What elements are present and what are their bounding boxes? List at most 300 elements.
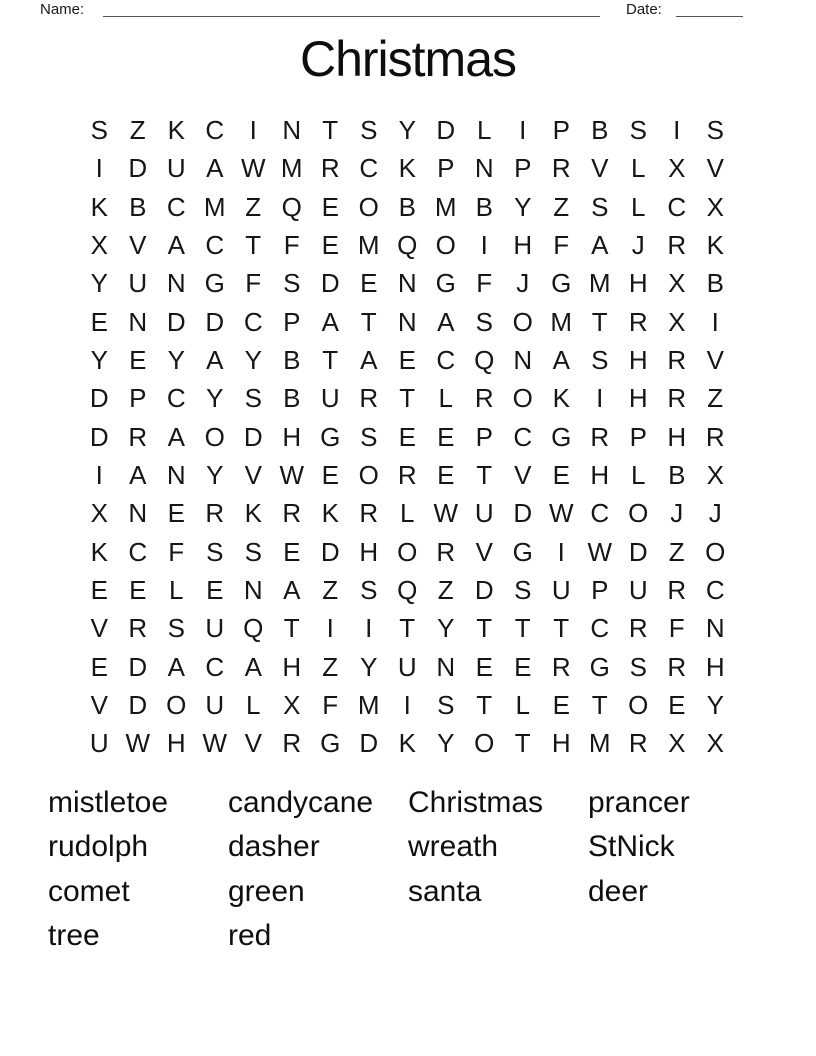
grid-letter-r12-c11: V bbox=[475, 536, 493, 567]
grid-letter-r8-c15: H bbox=[628, 383, 648, 414]
grid-letter-r1-c17: S bbox=[706, 115, 724, 146]
grid-letter-r5-c15: H bbox=[628, 268, 648, 299]
grid-letter-r9-c14: R bbox=[590, 421, 610, 452]
grid-letter-r17-c12: T bbox=[514, 728, 531, 759]
grid-letter-r16-c13: E bbox=[552, 689, 570, 720]
grid-letter-r12-c7: D bbox=[320, 536, 340, 567]
grid-letter-r14-c11: T bbox=[476, 613, 493, 644]
grid-letter-r9-c4: O bbox=[204, 421, 225, 452]
grid-letter-r7-c2: E bbox=[129, 345, 147, 376]
grid-letter-r10-c10: E bbox=[437, 459, 455, 490]
grid-letter-r7-c10: C bbox=[436, 345, 456, 376]
grid-letter-r13-c5: N bbox=[243, 574, 263, 605]
grid-letter-r2-c11: N bbox=[474, 153, 494, 184]
grid-letter-r4-c6: F bbox=[283, 230, 300, 261]
grid-letter-r8-c1: D bbox=[89, 383, 109, 414]
grid-letter-r5-c11: F bbox=[476, 268, 493, 299]
grid-letter-r1-c4: C bbox=[205, 115, 225, 146]
grid-letter-r3-c2: B bbox=[129, 191, 147, 222]
grid-letter-r17-c15: R bbox=[628, 728, 648, 759]
grid-letter-r11-c11: U bbox=[474, 498, 494, 529]
grid-letter-r12-c13: I bbox=[557, 536, 565, 567]
grid-letter-r13-c7: Z bbox=[322, 574, 339, 605]
grid-letter-r10-c16: B bbox=[668, 459, 686, 490]
grid-letter-r1-c3: K bbox=[167, 115, 185, 146]
grid-letter-r8-c5: S bbox=[244, 383, 262, 414]
grid-letter-r2-c4: A bbox=[206, 153, 224, 184]
grid-letter-r17-c8: D bbox=[359, 728, 379, 759]
grid-letter-r14-c1: V bbox=[90, 613, 108, 644]
grid-letter-r9-c1: D bbox=[89, 421, 109, 452]
grid-letter-r14-c4: U bbox=[205, 613, 225, 644]
grid-letter-r11-c13: W bbox=[548, 498, 574, 529]
grid-letter-r3-c14: S bbox=[591, 191, 609, 222]
grid-letter-r16-c9: I bbox=[403, 689, 411, 720]
word-list-item: green bbox=[228, 874, 305, 908]
grid-letter-r10-c12: V bbox=[514, 459, 532, 490]
grid-letter-r5-c5: F bbox=[245, 268, 262, 299]
grid-letter-r8-c7: U bbox=[320, 383, 340, 414]
grid-letter-r4-c9: Q bbox=[397, 230, 418, 261]
grid-letter-r2-c16: X bbox=[668, 153, 686, 184]
grid-letter-r4-c3: A bbox=[167, 230, 185, 261]
grid-letter-r10-c17: X bbox=[706, 459, 724, 490]
grid-letter-r10-c11: T bbox=[476, 459, 493, 490]
grid-letter-r14-c2: R bbox=[128, 613, 148, 644]
grid-letter-r2-c9: K bbox=[398, 153, 416, 184]
grid-letter-r9-c6: H bbox=[282, 421, 302, 452]
grid-letter-r17-c13: H bbox=[551, 728, 571, 759]
grid-letter-r6-c4: D bbox=[205, 306, 225, 337]
grid-letter-r13-c1: E bbox=[90, 574, 108, 605]
grid-letter-r2-c2: D bbox=[128, 153, 148, 184]
grid-letter-r11-c7: K bbox=[321, 498, 339, 529]
grid-letter-r12-c6: E bbox=[283, 536, 301, 567]
grid-letter-r2-c15: L bbox=[631, 153, 646, 184]
grid-letter-r13-c14: P bbox=[591, 574, 609, 605]
grid-letter-r11-c3: E bbox=[167, 498, 185, 529]
grid-letter-r4-c2: V bbox=[129, 230, 147, 261]
word-list-item: wreath bbox=[408, 830, 499, 864]
grid-letter-r15-c9: U bbox=[397, 651, 417, 682]
grid-letter-r13-c3: L bbox=[169, 574, 184, 605]
grid-letter-r8-c13: K bbox=[552, 383, 570, 414]
grid-letter-r15-c2: D bbox=[128, 651, 148, 682]
grid-letter-r12-c15: D bbox=[628, 536, 648, 567]
grid-letter-r10-c7: E bbox=[321, 459, 339, 490]
grid-letter-r16-c2: D bbox=[128, 689, 148, 720]
grid-letter-r12-c4: S bbox=[206, 536, 224, 567]
grid-letter-r5-c6: S bbox=[283, 268, 301, 299]
grid-letter-r10-c15: L bbox=[631, 459, 646, 490]
grid-letter-r8-c14: I bbox=[596, 383, 604, 414]
grid-letter-r8-c6: B bbox=[283, 383, 301, 414]
grid-letter-r4-c17: K bbox=[706, 230, 724, 261]
grid-letter-r15-c15: S bbox=[629, 651, 647, 682]
grid-letter-r9-c17: R bbox=[705, 421, 725, 452]
grid-letter-r16-c5: L bbox=[246, 689, 261, 720]
grid-letter-r9-c15: P bbox=[629, 421, 647, 452]
grid-letter-r9-c11: P bbox=[475, 421, 493, 452]
grid-letter-r12-c17: O bbox=[705, 536, 726, 567]
grid-letter-r7-c11: Q bbox=[474, 345, 495, 376]
grid-letter-r8-c3: C bbox=[166, 383, 186, 414]
grid-letter-r2-c14: V bbox=[591, 153, 609, 184]
grid-letter-r9-c12: C bbox=[513, 421, 533, 452]
grid-letter-r4-c4: C bbox=[205, 230, 225, 261]
grid-letter-r17-c4: W bbox=[202, 728, 228, 759]
word-list-item: deer bbox=[588, 874, 649, 908]
grid-letter-r5-c1: Y bbox=[90, 268, 108, 299]
grid-letter-r15-c6: H bbox=[282, 651, 302, 682]
grid-letter-r1-c2: Z bbox=[129, 115, 146, 146]
grid-letter-r2-c10: P bbox=[437, 153, 455, 184]
grid-letter-r8-c9: T bbox=[399, 383, 416, 414]
grid-letter-r14-c13: T bbox=[553, 613, 570, 644]
name-label: Name: bbox=[40, 1, 85, 18]
grid-letter-r7-c1: Y bbox=[90, 345, 108, 376]
grid-letter-r5-c14: M bbox=[588, 268, 611, 299]
grid-letter-r1-c10: D bbox=[436, 115, 456, 146]
grid-letter-r5-c4: G bbox=[204, 268, 225, 299]
grid-letter-r17-c17: X bbox=[706, 728, 724, 759]
grid-letter-r2-c6: M bbox=[280, 153, 303, 184]
grid-letter-r12-c5: S bbox=[244, 536, 262, 567]
grid-letter-r14-c5: Q bbox=[243, 613, 264, 644]
grid-letter-r3-c1: K bbox=[90, 191, 108, 222]
grid-letter-r4-c15: J bbox=[631, 230, 645, 261]
grid-letter-r1-c16: I bbox=[673, 115, 681, 146]
grid-letter-r16-c17: Y bbox=[706, 689, 724, 720]
grid-letter-r12-c9: O bbox=[397, 536, 418, 567]
grid-letter-r17-c2: W bbox=[125, 728, 151, 759]
word-search-grid bbox=[80, 111, 735, 762]
grid-letter-r16-c12: L bbox=[515, 689, 530, 720]
grid-letter-r15-c16: R bbox=[667, 651, 687, 682]
grid-letter-r9-c9: E bbox=[398, 421, 416, 452]
grid-letter-r9-c10: E bbox=[437, 421, 455, 452]
grid-letter-r12-c2: C bbox=[128, 536, 148, 567]
grid-letter-r1-c7: T bbox=[322, 115, 339, 146]
word-list-item: mistletoe bbox=[48, 786, 169, 819]
grid-letter-r11-c16: J bbox=[670, 498, 684, 529]
grid-letter-r17-c9: K bbox=[398, 728, 416, 759]
grid-letter-r11-c8: R bbox=[359, 498, 379, 529]
grid-letter-r11-c14: C bbox=[590, 498, 610, 529]
grid-letter-r8-c10: L bbox=[438, 383, 453, 414]
grid-letter-r4-c5: T bbox=[245, 230, 262, 261]
grid-letter-r11-c2: N bbox=[128, 498, 148, 529]
grid-letter-r7-c6: B bbox=[283, 345, 301, 376]
grid-letter-r7-c15: H bbox=[628, 345, 648, 376]
grid-letter-r3-c4: M bbox=[203, 191, 226, 222]
grid-letter-r15-c5: A bbox=[244, 651, 262, 682]
grid-letter-r5-c13: G bbox=[551, 268, 572, 299]
grid-letter-r12-c10: R bbox=[436, 536, 456, 567]
grid-letter-r6-c16: X bbox=[668, 306, 686, 337]
word-list-item: rudolph bbox=[48, 830, 149, 864]
grid-letter-r1-c13: P bbox=[552, 115, 570, 146]
word-list-column-4 bbox=[588, 781, 768, 914]
grid-letter-r10-c8: O bbox=[358, 459, 379, 490]
grid-letter-r1-c1: S bbox=[90, 115, 108, 146]
grid-letter-r10-c4: Y bbox=[206, 459, 224, 490]
grid-letter-r16-c4: U bbox=[205, 689, 225, 720]
grid-letter-r13-c13: U bbox=[551, 574, 571, 605]
grid-letter-r12-c3: F bbox=[168, 536, 185, 567]
grid-letter-r4-c13: F bbox=[553, 230, 570, 261]
puzzle-title: Christmas bbox=[299, 31, 517, 87]
grid-letter-r11-c6: R bbox=[282, 498, 302, 529]
grid-letter-r16-c3: O bbox=[166, 689, 187, 720]
grid-letter-r11-c15: O bbox=[628, 498, 649, 529]
grid-letter-r13-c8: S bbox=[360, 574, 378, 605]
grid-letter-r17-c5: V bbox=[244, 728, 262, 759]
grid-letter-r5-c3: N bbox=[166, 268, 186, 299]
grid-letter-r3-c17: X bbox=[706, 191, 724, 222]
grid-letter-r13-c10: Z bbox=[437, 574, 454, 605]
grid-letter-r16-c11: T bbox=[476, 689, 493, 720]
grid-letter-r12-c16: Z bbox=[668, 536, 685, 567]
grid-letter-r15-c1: E bbox=[90, 651, 108, 682]
grid-letter-r11-c1: X bbox=[90, 498, 108, 529]
grid-letter-r10-c1: I bbox=[95, 459, 103, 490]
grid-letter-r14-c17: N bbox=[705, 613, 725, 644]
grid-letter-r3-c11: B bbox=[475, 191, 493, 222]
grid-letter-r1-c9: Y bbox=[398, 115, 416, 146]
grid-letter-r3-c8: O bbox=[358, 191, 379, 222]
grid-letter-r1-c12: I bbox=[519, 115, 527, 146]
grid-letter-r7-c9: E bbox=[398, 345, 416, 376]
grid-letter-r14-c15: R bbox=[628, 613, 648, 644]
grid-letter-r14-c8: I bbox=[365, 613, 373, 644]
grid-letter-r7-c14: S bbox=[591, 345, 609, 376]
word-list-item: comet bbox=[48, 874, 130, 908]
grid-letter-r8-c8: R bbox=[359, 383, 379, 414]
grid-letter-r2-c1: I bbox=[95, 153, 103, 184]
grid-letter-r4-c11: I bbox=[480, 230, 488, 261]
grid-letter-r14-c9: T bbox=[399, 613, 416, 644]
grid-letter-r10-c13: E bbox=[552, 459, 570, 490]
grid-letter-r11-c17: J bbox=[708, 498, 722, 529]
grid-letter-r9-c5: D bbox=[243, 421, 263, 452]
grid-letter-r6-c10: A bbox=[437, 306, 455, 337]
grid-letter-r16-c10: S bbox=[437, 689, 455, 720]
grid-letter-r3-c15: L bbox=[631, 191, 646, 222]
grid-letter-r17-c7: G bbox=[320, 728, 341, 759]
grid-letter-r11-c12: D bbox=[513, 498, 533, 529]
grid-letter-r6-c17: I bbox=[711, 306, 719, 337]
grid-letter-r2-c7: R bbox=[320, 153, 340, 184]
grid-letter-r6-c13: M bbox=[550, 306, 573, 337]
grid-letter-r13-c6: A bbox=[283, 574, 301, 605]
name-fill-line bbox=[103, 0, 600, 17]
grid-letter-r9-c2: R bbox=[128, 421, 148, 452]
word-list bbox=[48, 781, 768, 959]
grid-letter-r3-c5: Z bbox=[245, 191, 262, 222]
grid-letter-r7-c5: Y bbox=[244, 345, 262, 376]
grid-letter-r12-c14: W bbox=[587, 536, 613, 567]
word-list-item: red bbox=[228, 919, 272, 953]
word-list-item: StNick bbox=[588, 830, 675, 864]
grid-letter-r1-c5: I bbox=[249, 115, 257, 146]
grid-letter-r1-c11: L bbox=[477, 115, 492, 146]
grid-letter-r1-c8: S bbox=[360, 115, 378, 146]
grid-letter-r3-c6: Q bbox=[281, 191, 302, 222]
grid-letter-r16-c8: M bbox=[357, 689, 380, 720]
grid-letter-r4-c16: R bbox=[667, 230, 687, 261]
grid-letter-r8-c17: Z bbox=[707, 383, 724, 414]
grid-letter-r16-c6: X bbox=[283, 689, 301, 720]
grid-letter-r12-c1: K bbox=[90, 536, 108, 567]
grid-letter-r1-c14: B bbox=[591, 115, 609, 146]
grid-letter-r17-c14: M bbox=[588, 728, 611, 759]
grid-letter-r17-c16: X bbox=[668, 728, 686, 759]
grid-letter-r7-c4: A bbox=[206, 345, 224, 376]
word-list-item: candycane bbox=[228, 786, 374, 819]
grid-letter-r3-c13: Z bbox=[553, 191, 570, 222]
word-list-item: prancer bbox=[588, 786, 690, 819]
grid-letter-r10-c2: A bbox=[129, 459, 147, 490]
grid-letter-r4-c14: A bbox=[591, 230, 609, 261]
grid-letter-r13-c16: R bbox=[667, 574, 687, 605]
grid-letter-r7-c13: A bbox=[552, 345, 570, 376]
grid-letter-r6-c7: A bbox=[321, 306, 339, 337]
grid-letter-r11-c9: L bbox=[400, 498, 415, 529]
grid-letter-r2-c17: V bbox=[706, 153, 724, 184]
word-list-column-1 bbox=[48, 781, 228, 959]
grid-letter-r10-c14: H bbox=[590, 459, 610, 490]
grid-letter-r14-c14: C bbox=[590, 613, 610, 644]
grid-letter-r6-c11: S bbox=[475, 306, 493, 337]
word-list-column-3 bbox=[408, 781, 588, 914]
grid-letter-r5-c17: B bbox=[706, 268, 724, 299]
grid-letter-r10-c3: N bbox=[166, 459, 186, 490]
grid-letter-r14-c16: F bbox=[668, 613, 685, 644]
grid-letter-r2-c13: R bbox=[551, 153, 571, 184]
grid-letter-r7-c17: V bbox=[706, 345, 724, 376]
grid-letter-r3-c10: M bbox=[434, 191, 457, 222]
grid-letter-r3-c7: E bbox=[321, 191, 339, 222]
grid-letter-r9-c8: S bbox=[360, 421, 378, 452]
grid-letter-r2-c5: W bbox=[240, 153, 266, 184]
grid-letter-r1-c6: N bbox=[282, 115, 302, 146]
grid-letter-r17-c6: R bbox=[282, 728, 302, 759]
grid-letter-r9-c3: A bbox=[167, 421, 185, 452]
grid-letter-r15-c12: E bbox=[514, 651, 532, 682]
grid-letter-r8-c4: Y bbox=[206, 383, 224, 414]
grid-letter-r4-c8: M bbox=[357, 230, 380, 261]
grid-letter-r16-c1: V bbox=[90, 689, 108, 720]
grid-letter-r13-c15: U bbox=[628, 574, 648, 605]
grid-letter-r6-c3: D bbox=[166, 306, 186, 337]
grid-letter-r11-c4: R bbox=[205, 498, 225, 529]
grid-letter-r14-c7: I bbox=[326, 613, 334, 644]
grid-letter-r2-c8: C bbox=[359, 153, 379, 184]
grid-letter-r3-c16: C bbox=[667, 191, 687, 222]
grid-letter-r5-c16: X bbox=[668, 268, 686, 299]
grid-letter-r8-c12: O bbox=[512, 383, 533, 414]
grid-letter-r17-c3: H bbox=[166, 728, 186, 759]
grid-letter-r17-c11: O bbox=[474, 728, 495, 759]
grid-letter-r15-c4: C bbox=[205, 651, 225, 682]
grid-letter-r8-c2: P bbox=[129, 383, 147, 414]
grid-letter-r6-c6: P bbox=[283, 306, 301, 337]
grid-letter-r4-c12: H bbox=[513, 230, 533, 261]
grid-letter-r14-c6: T bbox=[283, 613, 300, 644]
grid-letter-r3-c12: Y bbox=[514, 191, 532, 222]
grid-letter-r5-c12: J bbox=[516, 268, 530, 299]
grid-letter-r4-c1: X bbox=[90, 230, 108, 261]
grid-letter-r16-c16: E bbox=[668, 689, 686, 720]
grid-letter-r9-c7: G bbox=[320, 421, 341, 452]
grid-letter-r13-c9: Q bbox=[397, 574, 418, 605]
grid-letter-r14-c12: T bbox=[514, 613, 531, 644]
grid-letter-r16-c15: O bbox=[628, 689, 649, 720]
grid-letter-r15-c3: A bbox=[167, 651, 185, 682]
grid-letter-r15-c13: R bbox=[551, 651, 571, 682]
grid-letter-r7-c12: N bbox=[513, 345, 533, 376]
grid-letter-r9-c16: H bbox=[667, 421, 687, 452]
grid-letter-r15-c17: H bbox=[705, 651, 725, 682]
grid-letter-r13-c4: E bbox=[206, 574, 224, 605]
date-fill-line bbox=[676, 0, 743, 17]
grid-letter-r6-c5: C bbox=[243, 306, 263, 337]
grid-letter-r15-c11: E bbox=[475, 651, 493, 682]
grid-letter-r6-c2: N bbox=[128, 306, 148, 337]
grid-letter-r9-c13: G bbox=[551, 421, 572, 452]
grid-letter-r7-c3: Y bbox=[167, 345, 185, 376]
word-list-item: Christmas bbox=[408, 786, 544, 819]
grid-letter-r6-c9: N bbox=[397, 306, 417, 337]
grid-letter-r6-c8: T bbox=[360, 306, 377, 337]
grid-letter-r5-c8: E bbox=[360, 268, 378, 299]
grid-letter-r13-c2: E bbox=[129, 574, 147, 605]
word-list-item: santa bbox=[408, 874, 482, 908]
grid-letter-r15-c8: Y bbox=[360, 651, 378, 682]
grid-letter-r15-c14: G bbox=[589, 651, 610, 682]
grid-letter-r4-c10: O bbox=[435, 230, 456, 261]
grid-letter-r10-c9: R bbox=[397, 459, 417, 490]
grid-letter-r7-c16: R bbox=[667, 345, 687, 376]
grid-letter-r1-c15: S bbox=[629, 115, 647, 146]
grid-letter-r3-c3: C bbox=[166, 191, 186, 222]
grid-letter-r10-c6: W bbox=[279, 459, 305, 490]
grid-letter-r11-c10: W bbox=[433, 498, 459, 529]
grid-letter-r4-c7: E bbox=[321, 230, 339, 261]
grid-letter-r16-c7: F bbox=[322, 689, 339, 720]
grid-letter-r10-c5: V bbox=[244, 459, 262, 490]
grid-letter-r6-c14: T bbox=[591, 306, 608, 337]
grid-letter-r14-c10: Y bbox=[437, 613, 455, 644]
grid-letter-r5-c10: G bbox=[435, 268, 456, 299]
grid-letter-r13-c11: D bbox=[474, 574, 494, 605]
grid-letter-r13-c17: C bbox=[705, 574, 725, 605]
grid-letter-r12-c8: H bbox=[359, 536, 379, 567]
grid-letter-r7-c7: T bbox=[322, 345, 339, 376]
grid-letter-r8-c11: R bbox=[474, 383, 494, 414]
grid-letter-r6-c15: R bbox=[628, 306, 648, 337]
grid-letter-r15-c10: N bbox=[436, 651, 456, 682]
grid-letter-r17-c10: Y bbox=[437, 728, 455, 759]
grid-letter-r17-c1: U bbox=[89, 728, 109, 759]
grid-letter-r12-c12: G bbox=[512, 536, 533, 567]
grid-letter-r5-c9: N bbox=[397, 268, 417, 299]
grid-letter-r8-c16: R bbox=[667, 383, 687, 414]
grid-letter-r2-c12: P bbox=[514, 153, 532, 184]
word-list-item: tree bbox=[48, 919, 100, 953]
grid-letter-r6-c12: O bbox=[512, 306, 533, 337]
